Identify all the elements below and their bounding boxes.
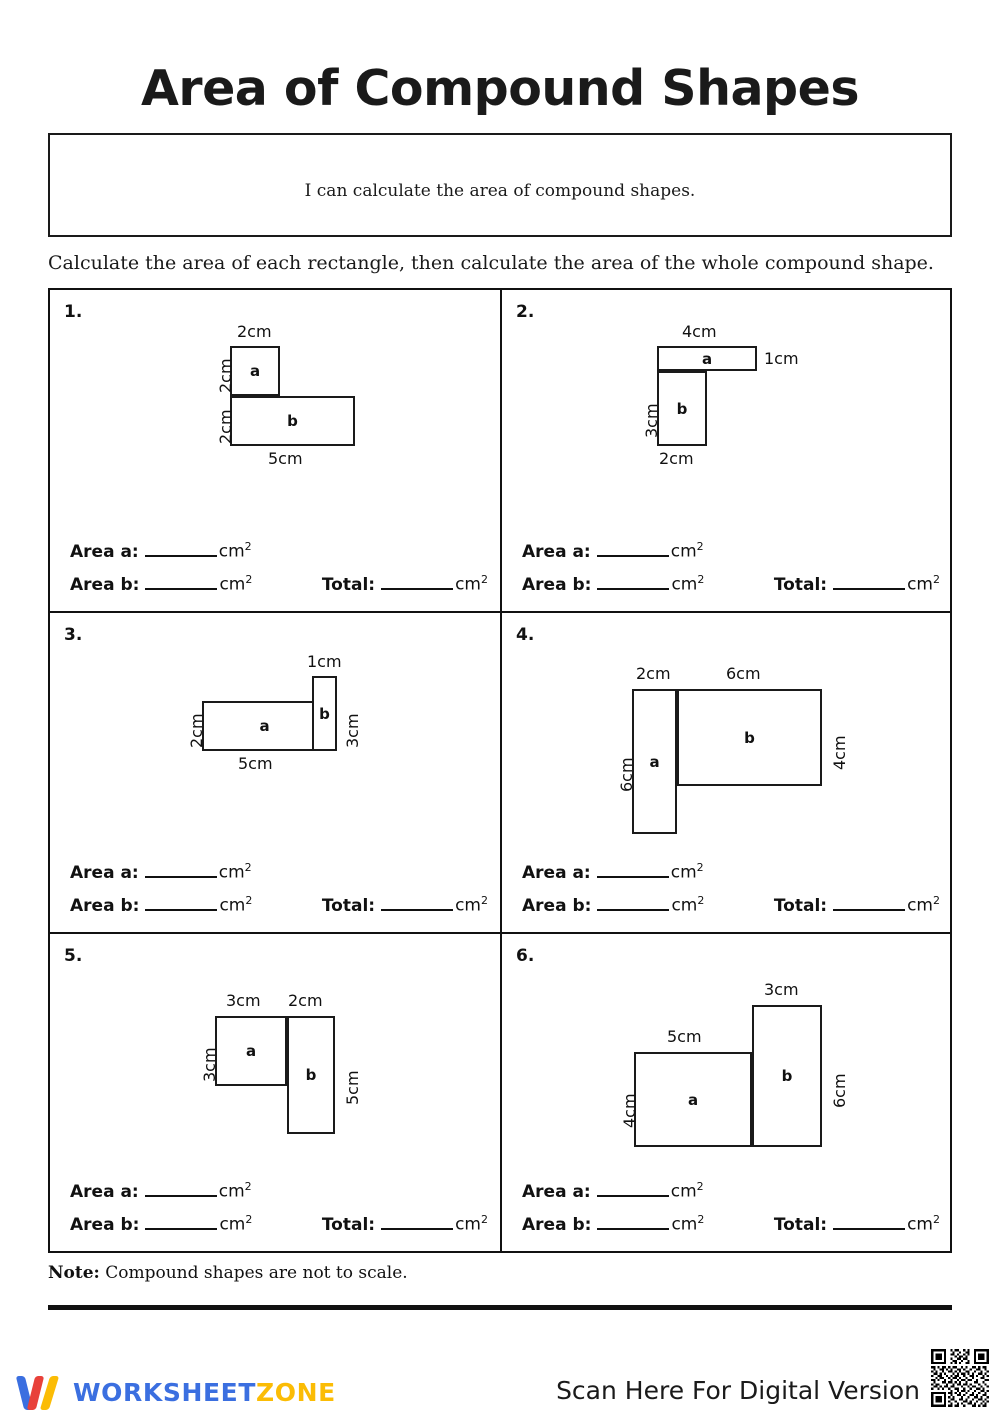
dim-a-width: 2cm bbox=[237, 322, 272, 341]
area-a-label: Area a: bbox=[522, 1182, 591, 1202]
answer-row-b bbox=[70, 894, 488, 916]
total-unit: $cm^2$ bbox=[907, 1213, 940, 1235]
area-a-field[interactable] bbox=[70, 540, 252, 562]
rectangle-a-label: a bbox=[259, 717, 270, 735]
area-a-field[interactable] bbox=[522, 540, 704, 562]
area-a-label: Area a: bbox=[70, 863, 139, 883]
total-unit: $cm^2$ bbox=[455, 1213, 488, 1235]
area-a-unit: $cm^2$ bbox=[670, 861, 704, 883]
instruction-text: Calculate the area of each rectangle, then calculate the area of the whole compound shape. bbox=[48, 252, 934, 274]
dim-b-height: 4cm bbox=[830, 735, 849, 770]
problem-cell-3 bbox=[50, 611, 500, 932]
area-b-field[interactable] bbox=[522, 573, 704, 595]
problem-number: 2. bbox=[516, 302, 535, 322]
rectangle-b-label: b bbox=[287, 412, 298, 430]
rectangle-b bbox=[752, 1005, 822, 1147]
dim-a-width: 3cm bbox=[226, 991, 261, 1010]
rectangle-b-label: b bbox=[305, 1066, 317, 1084]
area-b-blank[interactable] bbox=[597, 573, 669, 590]
answer-section bbox=[522, 529, 940, 595]
rectangle-b-label: b bbox=[676, 399, 688, 418]
total-field[interactable] bbox=[774, 894, 940, 916]
area-a-blank[interactable] bbox=[597, 1180, 669, 1197]
area-a-field[interactable] bbox=[70, 1180, 252, 1202]
logo-v-mark-icon bbox=[18, 1372, 64, 1412]
shape-diagram-5 bbox=[50, 960, 500, 1160]
answer-row-b bbox=[70, 573, 488, 595]
logo-word-worksheet: WORKSHEET bbox=[73, 1377, 256, 1407]
area-a-unit: $cm^2$ bbox=[218, 861, 252, 883]
rectangle-b bbox=[312, 676, 337, 751]
rectangle-a bbox=[632, 689, 677, 834]
total-blank[interactable] bbox=[381, 1213, 453, 1230]
qr-code-svg bbox=[928, 1347, 992, 1409]
answer-row-a bbox=[70, 1180, 488, 1202]
problem-number: 3. bbox=[64, 625, 83, 645]
total-field[interactable] bbox=[322, 894, 488, 916]
answer-section bbox=[522, 1169, 940, 1235]
area-b-label: Area b: bbox=[70, 575, 140, 595]
rectangle-b-label: b bbox=[781, 1067, 793, 1085]
total-label: Total: bbox=[773, 575, 828, 595]
total-label: Total: bbox=[321, 1215, 376, 1235]
area-b-unit: $cm^2$ bbox=[219, 573, 253, 595]
rectangle-a bbox=[202, 701, 327, 751]
area-b-field[interactable] bbox=[70, 1213, 252, 1235]
rectangle-a-label: a bbox=[687, 1090, 699, 1109]
dim-a-width: 5cm bbox=[667, 1027, 702, 1046]
dim-a-width: 2cm bbox=[636, 664, 671, 683]
dim-a-height: 2cm bbox=[187, 713, 206, 748]
problem-cell-5 bbox=[50, 932, 500, 1251]
area-b-label: Area b: bbox=[522, 896, 592, 916]
area-b-field[interactable] bbox=[522, 894, 704, 916]
total-label: Total: bbox=[773, 896, 828, 916]
rectangle-a-label: a bbox=[701, 349, 713, 368]
area-a-field[interactable] bbox=[70, 861, 252, 883]
total-blank[interactable] bbox=[833, 573, 905, 590]
total-unit: $cm^2$ bbox=[455, 894, 488, 916]
area-b-label: Area b: bbox=[522, 575, 592, 595]
dim-b-height: 3cm bbox=[343, 713, 362, 748]
area-a-blank[interactable] bbox=[597, 861, 669, 878]
problem-cell-2 bbox=[500, 290, 950, 611]
note-body: Compound shapes are not to scale. bbox=[99, 1263, 408, 1283]
page-title: Area of Compound Shapes bbox=[140, 60, 860, 117]
area-a-unit: $cm^2$ bbox=[218, 540, 252, 562]
total-field[interactable] bbox=[774, 573, 940, 595]
answer-section bbox=[70, 850, 488, 916]
problem-cell-1 bbox=[50, 290, 500, 611]
total-field[interactable] bbox=[322, 1213, 488, 1235]
dim-b-width: 1cm bbox=[307, 652, 342, 671]
problem-grid bbox=[48, 288, 952, 1253]
shape-diagram-3 bbox=[50, 639, 500, 839]
area-a-unit: $cm^2$ bbox=[218, 1180, 252, 1202]
area-b-unit: $cm^2$ bbox=[219, 894, 253, 916]
area-b-label: Area b: bbox=[70, 1215, 140, 1235]
area-a-blank[interactable] bbox=[597, 540, 669, 557]
total-label: Total: bbox=[321, 575, 376, 595]
area-b-unit: $cm^2$ bbox=[671, 573, 705, 595]
answer-row-b bbox=[522, 894, 940, 916]
footer-divider bbox=[48, 1305, 952, 1310]
worksheet-zone-logo[interactable] bbox=[18, 1372, 336, 1412]
area-b-field[interactable] bbox=[70, 573, 252, 595]
area-b-blank[interactable] bbox=[597, 894, 669, 911]
area-a-blank[interactable] bbox=[145, 540, 217, 557]
dim-a-height: 2cm bbox=[216, 358, 235, 393]
area-a-label: Area a: bbox=[70, 542, 139, 562]
note-prefix: Note: bbox=[48, 1263, 100, 1283]
total-label: Total: bbox=[321, 896, 376, 916]
rectangle-b-label: b bbox=[744, 728, 755, 747]
total-blank[interactable] bbox=[833, 1213, 905, 1230]
dim-b-width: 5cm bbox=[268, 449, 303, 468]
dim-b-width: 2cm bbox=[288, 991, 323, 1010]
rectangle-b-label: b bbox=[319, 704, 330, 723]
dim-a-height: 1cm bbox=[764, 349, 799, 368]
dim-a-width: 5cm bbox=[238, 754, 273, 773]
problem-number: 6. bbox=[516, 946, 535, 966]
scan-instruction-text: Scan Here For Digital Version bbox=[556, 1376, 920, 1405]
qr-code-icon[interactable] bbox=[925, 1344, 995, 1412]
area-b-label: Area b: bbox=[522, 1215, 592, 1235]
dim-b-height: 5cm bbox=[343, 1070, 362, 1105]
total-field[interactable] bbox=[774, 1213, 940, 1235]
area-a-blank[interactable] bbox=[145, 1180, 217, 1197]
rectangle-b bbox=[287, 1016, 335, 1134]
total-unit: $cm^2$ bbox=[907, 894, 940, 916]
total-blank[interactable] bbox=[381, 894, 453, 911]
dim-b-width: 3cm bbox=[764, 980, 799, 999]
answer-row-b bbox=[522, 573, 940, 595]
total-blank[interactable] bbox=[833, 894, 905, 911]
rectangle-a bbox=[657, 346, 757, 371]
rectangle-b bbox=[230, 396, 355, 446]
dim-a-height: 4cm bbox=[620, 1093, 639, 1128]
logo-wordmark bbox=[73, 1378, 336, 1407]
area-b-unit: $cm^2$ bbox=[219, 1213, 253, 1235]
area-b-blank[interactable] bbox=[145, 1213, 217, 1230]
rectangle-b bbox=[677, 689, 822, 786]
area-a-unit: $cm^2$ bbox=[670, 540, 704, 562]
area-b-blank[interactable] bbox=[597, 1213, 669, 1230]
area-a-label: Area a: bbox=[70, 1182, 139, 1202]
dim-a-height: 6cm bbox=[617, 757, 636, 792]
area-b-label: Area b: bbox=[70, 896, 140, 916]
problem-number: 4. bbox=[516, 625, 535, 645]
answer-row-a bbox=[70, 540, 488, 562]
rectangle-a-label: a bbox=[245, 1042, 257, 1060]
area-b-unit: $cm^2$ bbox=[671, 894, 705, 916]
rectangle-a bbox=[230, 346, 280, 396]
logo-word-zone: ZONE bbox=[256, 1377, 336, 1407]
answer-row-a bbox=[70, 861, 488, 883]
shape-diagram-4 bbox=[502, 639, 952, 839]
dim-b-height: 3cm bbox=[642, 403, 661, 438]
dim-a-width: 4cm bbox=[682, 322, 717, 341]
problem-number: 1. bbox=[64, 302, 83, 322]
answer-section bbox=[522, 850, 940, 916]
area-a-field[interactable] bbox=[522, 861, 704, 883]
area-a-label: Area a: bbox=[522, 542, 591, 562]
shape-diagram-6 bbox=[502, 960, 952, 1160]
area-a-field[interactable] bbox=[522, 1180, 704, 1202]
answer-row-b bbox=[70, 1213, 488, 1235]
dim-b-width: 2cm bbox=[659, 449, 694, 468]
area-a-unit: $cm^2$ bbox=[670, 1180, 704, 1202]
answer-section bbox=[70, 529, 488, 595]
dim-b-height: 6cm bbox=[830, 1073, 849, 1108]
area-b-blank[interactable] bbox=[145, 573, 217, 590]
area-b-field[interactable] bbox=[70, 894, 252, 916]
total-label: Total: bbox=[773, 1215, 828, 1235]
objective-box bbox=[48, 133, 952, 237]
area-a-blank[interactable] bbox=[145, 861, 217, 878]
answer-row-a bbox=[522, 540, 940, 562]
note-text bbox=[48, 1263, 408, 1283]
dim-a-height: 3cm bbox=[200, 1047, 219, 1082]
dim-b-height: 2cm bbox=[216, 409, 235, 444]
rectangle-a bbox=[215, 1016, 287, 1086]
dim-b-width: 6cm bbox=[726, 664, 761, 683]
rectangle-a-label: a bbox=[649, 752, 660, 771]
answer-row-a bbox=[522, 861, 940, 883]
rectangle-a-label: a bbox=[249, 362, 261, 380]
objective-text: I can calculate the area of compound shapes. bbox=[304, 181, 696, 201]
area-a-label: Area a: bbox=[522, 863, 591, 883]
total-blank[interactable] bbox=[381, 573, 453, 590]
rectangle-b bbox=[657, 371, 707, 446]
total-unit: $cm^2$ bbox=[907, 573, 940, 595]
problem-cell-4 bbox=[500, 611, 950, 932]
answer-row-b bbox=[522, 1213, 940, 1235]
total-unit: $cm^2$ bbox=[455, 573, 488, 595]
answer-section bbox=[70, 1169, 488, 1235]
shape-diagram-1 bbox=[50, 316, 500, 516]
problem-number: 5. bbox=[64, 946, 83, 966]
area-b-field[interactable] bbox=[522, 1213, 704, 1235]
answer-row-a bbox=[522, 1180, 940, 1202]
problem-cell-6 bbox=[500, 932, 950, 1251]
total-field[interactable] bbox=[322, 573, 488, 595]
shape-diagram-2 bbox=[502, 316, 952, 516]
area-b-unit: $cm^2$ bbox=[671, 1213, 705, 1235]
area-b-blank[interactable] bbox=[145, 894, 217, 911]
rectangle-a bbox=[634, 1052, 752, 1147]
